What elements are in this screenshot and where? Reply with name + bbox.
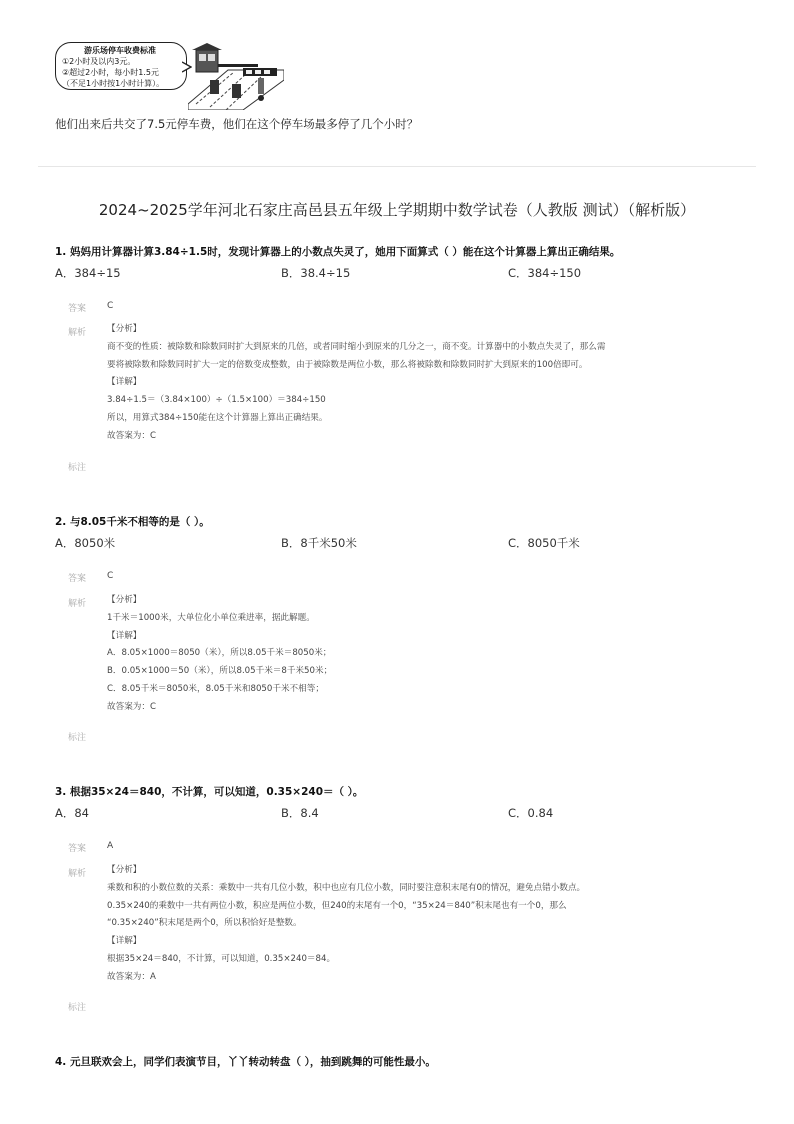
- parking-fee-sign: [55, 42, 187, 90]
- analysis-line: 乘数和积的小数位数的关系：乘数中一共有几位小数，积中也应有几位小数，同时要注意积末尾有0的情况，避免点错小数点。: [107, 882, 586, 893]
- analysis-line: “0.35×240”积末尾是两个0，所以积恰好是整数。: [107, 918, 302, 929]
- analysis-line: 【详解】: [107, 630, 142, 641]
- analysis-label: 解析: [68, 599, 87, 609]
- option-b: B．8.4: [281, 806, 319, 820]
- sign-line: ①2小时及以内3元。: [62, 57, 136, 66]
- analysis-line: 故答案为：A: [107, 971, 156, 982]
- analysis-line: 3.84÷1.5＝（3.84×100）÷（1.5×100）＝384÷150: [107, 395, 326, 406]
- option-a: A．8050米: [55, 536, 116, 550]
- option-b: B．8千米50米: [281, 536, 357, 550]
- answer-label: 答案: [68, 304, 87, 314]
- analysis-line: 1千米＝1000米，大单位化小单位乘进率，据此解题。: [107, 612, 315, 623]
- analysis-line: 【分析】: [107, 865, 142, 875]
- analysis-line: 【分析】: [107, 595, 142, 605]
- question-stem: 1. 妈妈用计算器计算3.84÷1.5时，发现计算器上的小数点失灵了，她用下面算式（ ）能在这个计算器上算出正确结果。: [55, 246, 621, 258]
- analysis-label: 解析: [68, 328, 87, 338]
- note-label: 标注: [68, 733, 87, 743]
- option-b: B．38.4÷15: [281, 266, 351, 280]
- analysis-line: 根据35×24＝840，不计算，可以知道，0.35×240＝84。: [107, 953, 336, 964]
- analysis-line: 所以，用算式384÷150能在这个计算器上算出正确结果。: [107, 412, 328, 423]
- analysis-line: 【分析】: [107, 324, 142, 334]
- answer-label: 答案: [68, 844, 87, 854]
- sign-title: 游乐场停车收费标准: [84, 46, 156, 55]
- option-c: C．0.84: [508, 806, 554, 820]
- sign-line: （不足1小时按1小时计算）。: [62, 79, 165, 88]
- question-stem: 3. 根据35×24＝840，不计算，可以知道，0.35×240＝（ ）。: [55, 786, 364, 798]
- answer-value: C: [107, 301, 114, 311]
- analysis-line: 故答案为：C: [107, 430, 156, 441]
- analysis-line: 【详解】: [107, 936, 142, 947]
- option-c: C．8050千米: [508, 536, 580, 550]
- analysis-line: 【详解】: [107, 377, 142, 388]
- question-stem: 2. 与8.05千米不相等的是（ ）。: [55, 516, 210, 528]
- analysis-line: 要将被除数和除数同时扩大一定的倍数变成整数，由于被除数是两位小数，那么将被除数和除数同时扩大到原来的100倍即可。: [107, 359, 588, 370]
- analysis-block: [107, 862, 585, 987]
- page-title: 2024~2025学年河北石家庄高邑县五年级上学期期中数学试卷（人教版 测试）（解析版）: [98, 201, 696, 219]
- analysis-label: 解析: [68, 869, 87, 879]
- option-a: A．84: [55, 806, 90, 820]
- analysis-line: B．0.05×1000＝50（米），所以8.05千米＝8千米50米；: [107, 666, 333, 677]
- option-c: C．384÷150: [508, 266, 582, 280]
- intro-question: 他们出来后共交了7.5元停车费，他们在这个停车场最多停了几个小时？: [55, 117, 419, 131]
- analysis-line: A．8.05×1000＝8050（米），所以8.05千米＝8050米；: [107, 648, 332, 659]
- analysis-line: 0.35×240的乘数中一共有两位小数，积应是两位小数，但240的末尾有一个0，“35×24＝840”积末尾也有一个0，那么: [107, 900, 567, 911]
- analysis-block: [107, 321, 605, 446]
- analysis-line: C．8.05千米＝8050米，8.05千米和8050千米不相等；: [107, 683, 324, 694]
- option-a: A．384÷15: [55, 266, 121, 280]
- answer-value: C: [107, 571, 114, 581]
- note-label: 标注: [68, 1003, 87, 1013]
- divider: [38, 166, 756, 167]
- sign-line: ②超过2小时，每小时1.5元: [62, 68, 159, 77]
- parking-lot-illustration: [188, 40, 284, 110]
- answer-value: A: [107, 841, 114, 851]
- analysis-line: 商不变的性质：被除数和除数同时扩大到原来的几倍，或者同时缩小到原来的几分之一，商不变。计算器中的小数点失灵了，那么需: [107, 341, 606, 352]
- analysis-block: [107, 592, 332, 717]
- analysis-line: 故答案为：C: [107, 701, 156, 712]
- answer-label: 答案: [68, 574, 87, 584]
- note-label: 标注: [68, 463, 87, 473]
- question-stem: 4. 元旦联欢会上，同学们表演节目，丫丫转动转盘（ ），抽到跳舞的可能性最小。: [55, 1056, 436, 1068]
